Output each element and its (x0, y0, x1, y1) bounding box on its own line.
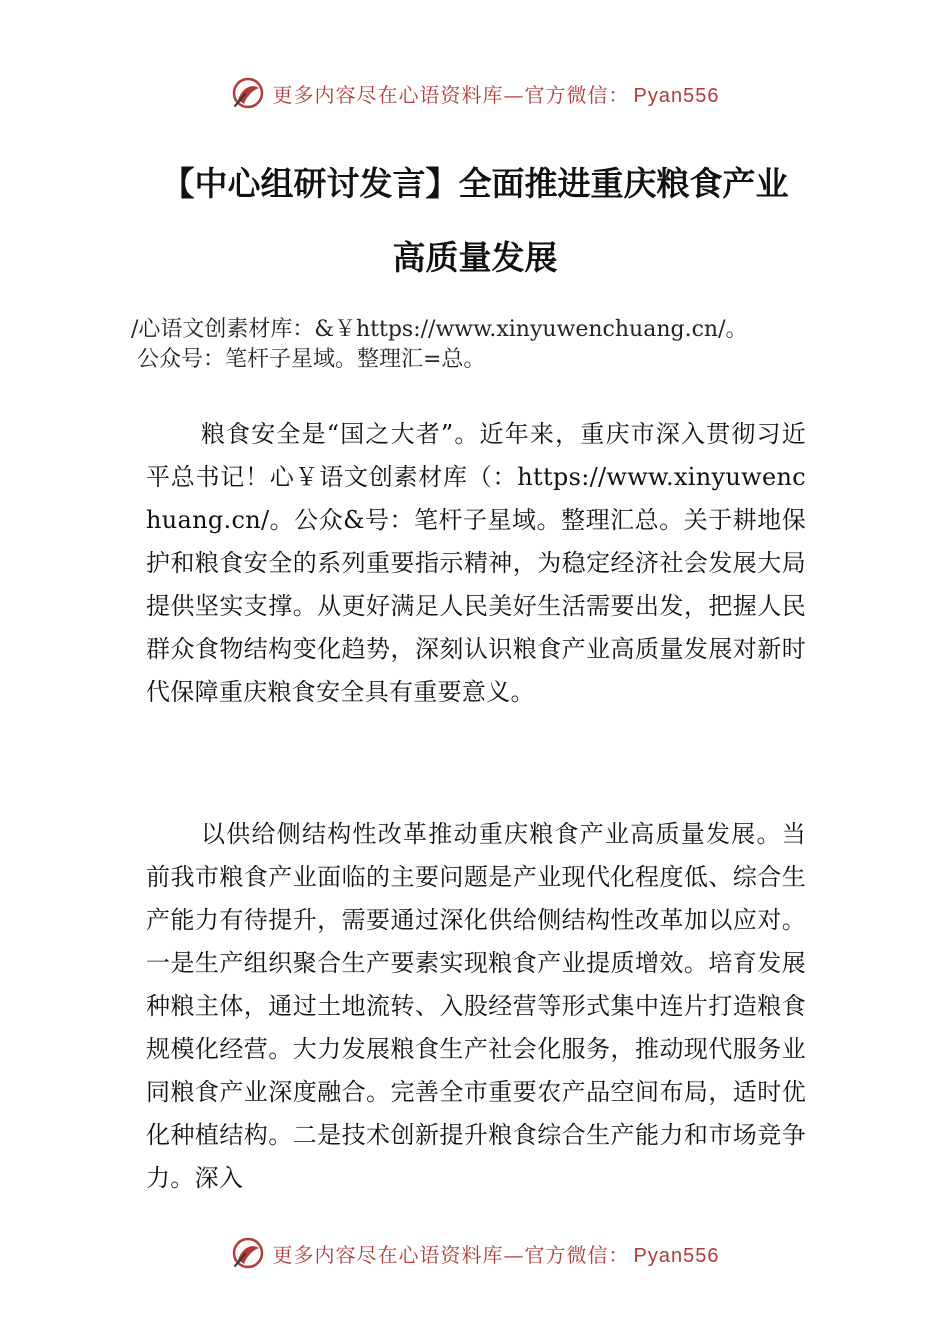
body-paragraph-2: 以供给侧结构性改革推动重庆粮食产业高质量发展。当前我市粮食产业面临的主要问题是产业现代化程度低、综合生产能力有待提升，需要通过深化供给侧结构性改革加以应对。一是生产组织聚合生产要素实现粮食产业提质增效。培育发展种粮主体，通过土地流转、入股经营等形式集中连片打造粮食规模化经营。大力发展粮食生产社会化服务，推动现代服务业同粮食产业深度融合。完善全市重要农产品空间布局，适时优化种植结构。二是技术创新提升粮食综合生产能力和市场竞争力。深入 (146, 820, 806, 1192)
brand-logo-icon (231, 1236, 265, 1270)
banner-text: 更多内容尽在心语资料库—官方微信： Pyan556 (272, 82, 720, 107)
header-banner (0, 73, 950, 113)
source-note-line-2: 公众号：笔杆子星域。整理汇=总。 (137, 347, 486, 372)
source-note-line-1: /心语文创素材库：&￥https://www.xinyuwenchuang.cn/。 (131, 317, 748, 342)
brand-logo-icon (231, 76, 265, 110)
page-title-line-1: 【中心组研讨发言】全面推进重庆粮食产业 (161, 164, 789, 203)
body-paragraph-1: 粮食安全是“国之大者”。近年来，重庆市深入贯彻习近平总书记！心￥语文创素材库（：https://www.xinyuwenchuang.cn/。公众&号：笔杆子星域。整理汇总。关于耕地保护和粮食安全的系列重要指示精神，为稳定经济社会发展大局提供坚实支撑。从更好满足人民美好生活需要出发，把握人民群众食物结构变化趋势，深刻认识粮食产业高质量发展对新时代保障重庆粮食安全具有重要意义。 (146, 420, 806, 706)
banner-wechat-id: Pyan556 (633, 1244, 720, 1267)
page-title-line-2: 高质量发展 (392, 238, 558, 277)
banner-text: 更多内容尽在心语资料库—官方微信： Pyan556 (272, 1242, 720, 1267)
footer-banner (0, 1233, 950, 1273)
banner-wechat-id: Pyan556 (633, 84, 720, 107)
